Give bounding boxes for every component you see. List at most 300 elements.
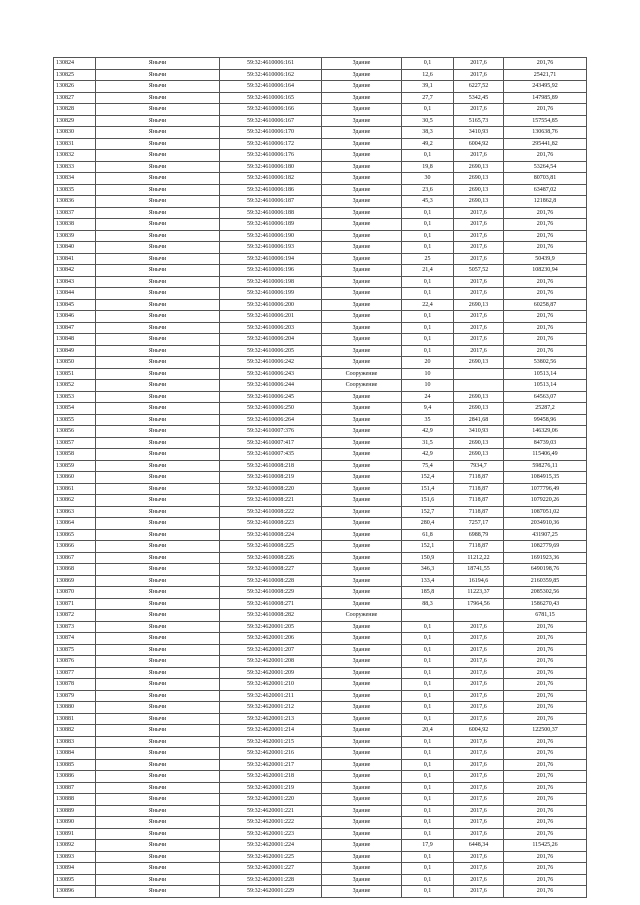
object-type-cell: Здание bbox=[322, 150, 402, 162]
area-cell: 0,1 bbox=[402, 230, 454, 242]
cadastral-number-cell: 59:32:4620001:223 bbox=[220, 828, 322, 840]
row-number-cell: 130839 bbox=[54, 230, 96, 242]
locality-cell: Янычи bbox=[96, 253, 220, 265]
specific-value-cell: 2690,13 bbox=[454, 449, 504, 461]
table-row bbox=[54, 564, 587, 576]
cadastral-number-cell: 59:32:4620001:225 bbox=[220, 851, 322, 863]
locality-cell: Янычи bbox=[96, 207, 220, 219]
specific-value-cell: 5165,73 bbox=[454, 115, 504, 127]
row-number-cell: 130865 bbox=[54, 529, 96, 541]
table-row bbox=[54, 242, 587, 254]
cadastral-number-cell: 59:32:4610006:162 bbox=[220, 69, 322, 81]
area-cell: 20,4 bbox=[402, 725, 454, 737]
cadastral-number-cell: 59:32:4610006:203 bbox=[220, 322, 322, 334]
locality-cell: Янычи bbox=[96, 92, 220, 104]
object-type-cell: Здание bbox=[322, 805, 402, 817]
object-type-cell: Здание bbox=[322, 495, 402, 507]
area-cell: 42,9 bbox=[402, 449, 454, 461]
object-type-cell: Здание bbox=[322, 81, 402, 93]
area-cell: 0,1 bbox=[402, 311, 454, 323]
row-number-cell: 130883 bbox=[54, 736, 96, 748]
specific-value-cell: 2017,6 bbox=[454, 851, 504, 863]
row-number-cell: 130891 bbox=[54, 828, 96, 840]
cadastral-value-cell: 201,76 bbox=[504, 621, 587, 633]
object-type-cell: Здание bbox=[322, 207, 402, 219]
area-cell: 0,1 bbox=[402, 805, 454, 817]
row-number-cell: 130835 bbox=[54, 184, 96, 196]
cadastral-value-cell: 201,76 bbox=[504, 345, 587, 357]
area-cell: 0,1 bbox=[402, 748, 454, 760]
specific-value-cell: 7118,87 bbox=[454, 541, 504, 553]
cadastral-number-cell: 59:32:4620001:212 bbox=[220, 702, 322, 714]
locality-cell: Янычи bbox=[96, 414, 220, 426]
locality-cell: Янычи bbox=[96, 403, 220, 415]
row-number-cell: 130885 bbox=[54, 759, 96, 771]
cadastral-number-cell: 59:32:4620001:229 bbox=[220, 886, 322, 898]
cadastral-value-cell: 60258,87 bbox=[504, 299, 587, 311]
cadastral-number-cell: 59:32:4610008:223 bbox=[220, 518, 322, 530]
specific-value-cell: 2690,13 bbox=[454, 184, 504, 196]
specific-value-cell: 16194,6 bbox=[454, 575, 504, 587]
table-row bbox=[54, 495, 587, 507]
cadastral-number-cell: 59:32:4610006:194 bbox=[220, 253, 322, 265]
object-type-cell: Здание bbox=[322, 518, 402, 530]
cadastral-value-cell: 147985,89 bbox=[504, 92, 587, 104]
locality-cell: Янычи bbox=[96, 242, 220, 254]
specific-value-cell: 6227,52 bbox=[454, 81, 504, 93]
table-row bbox=[54, 69, 587, 81]
object-type-cell: Здание bbox=[322, 725, 402, 737]
table-row bbox=[54, 460, 587, 472]
table-row bbox=[54, 702, 587, 714]
specific-value-cell: 6004,92 bbox=[454, 725, 504, 737]
row-number-cell: 130826 bbox=[54, 81, 96, 93]
table-row bbox=[54, 104, 587, 116]
row-number-cell: 130887 bbox=[54, 782, 96, 794]
cadastral-number-cell: 59:32:4610008:224 bbox=[220, 529, 322, 541]
area-cell: 10 bbox=[402, 368, 454, 380]
area-cell: 0,1 bbox=[402, 851, 454, 863]
row-number-cell: 130829 bbox=[54, 115, 96, 127]
cadastral-value-cell: 130638,76 bbox=[504, 127, 587, 139]
object-type-cell: Здание bbox=[322, 322, 402, 334]
cadastral-value-cell: 201,76 bbox=[504, 311, 587, 323]
locality-cell: Янычи bbox=[96, 426, 220, 438]
cadastral-number-cell: 59:32:4620001:228 bbox=[220, 874, 322, 886]
locality-cell: Янычи bbox=[96, 311, 220, 323]
locality-cell: Янычи bbox=[96, 610, 220, 622]
cadastral-number-cell: 59:32:4610008:226 bbox=[220, 552, 322, 564]
object-type-cell: Здание bbox=[322, 173, 402, 185]
locality-cell: Янычи bbox=[96, 265, 220, 277]
specific-value-cell: 7118,87 bbox=[454, 495, 504, 507]
area-cell: 152,7 bbox=[402, 506, 454, 518]
table-row bbox=[54, 184, 587, 196]
specific-value-cell: 11212,22 bbox=[454, 552, 504, 564]
row-number-cell: 130846 bbox=[54, 311, 96, 323]
row-number-cell: 130872 bbox=[54, 610, 96, 622]
locality-cell: Янычи bbox=[96, 127, 220, 139]
cadastral-value-cell: 201,76 bbox=[504, 207, 587, 219]
row-number-cell: 130864 bbox=[54, 518, 96, 530]
row-number-cell: 130863 bbox=[54, 506, 96, 518]
area-cell: 25 bbox=[402, 253, 454, 265]
area-cell: 30 bbox=[402, 173, 454, 185]
cadastral-number-cell: 59:32:4610008:219 bbox=[220, 472, 322, 484]
cadastral-value-cell: 201,76 bbox=[504, 150, 587, 162]
cadastral-value-cell: 201,76 bbox=[504, 288, 587, 300]
object-type-cell: Здание bbox=[322, 828, 402, 840]
object-type-cell: Здание bbox=[322, 863, 402, 875]
cadastral-number-cell: 59:32:4620001:208 bbox=[220, 656, 322, 668]
area-cell: 0,1 bbox=[402, 817, 454, 829]
row-number-cell: 130848 bbox=[54, 334, 96, 346]
area-cell: 24 bbox=[402, 391, 454, 403]
specific-value-cell: 6988,79 bbox=[454, 529, 504, 541]
area-cell: 27,7 bbox=[402, 92, 454, 104]
area-cell: 0,1 bbox=[402, 771, 454, 783]
locality-cell: Янычи bbox=[96, 805, 220, 817]
row-number-cell: 130896 bbox=[54, 886, 96, 898]
table-row bbox=[54, 667, 587, 679]
locality-cell: Янычи bbox=[96, 288, 220, 300]
area-cell: 0,1 bbox=[402, 633, 454, 645]
table-row bbox=[54, 633, 587, 645]
locality-cell: Янычи bbox=[96, 713, 220, 725]
cadastral-value-cell: 201,76 bbox=[504, 242, 587, 254]
area-cell: 151,4 bbox=[402, 483, 454, 495]
table-row bbox=[54, 644, 587, 656]
object-type-cell: Здание bbox=[322, 506, 402, 518]
cadastral-number-cell: 59:32:4620001:209 bbox=[220, 667, 322, 679]
area-cell: 39,1 bbox=[402, 81, 454, 93]
locality-cell: Янычи bbox=[96, 380, 220, 392]
object-type-cell: Здание bbox=[322, 299, 402, 311]
row-number-cell: 130830 bbox=[54, 127, 96, 139]
locality-cell: Янычи bbox=[96, 81, 220, 93]
specific-value-cell: 2690,13 bbox=[454, 437, 504, 449]
area-cell: 0,1 bbox=[402, 656, 454, 668]
specific-value-cell: 2017,6 bbox=[454, 863, 504, 875]
row-number-cell: 130841 bbox=[54, 253, 96, 265]
table-row bbox=[54, 575, 587, 587]
object-type-cell: Здание bbox=[322, 403, 402, 415]
locality-cell: Янычи bbox=[96, 138, 220, 150]
row-number-cell: 130867 bbox=[54, 552, 96, 564]
area-cell: 0,1 bbox=[402, 702, 454, 714]
cadastral-number-cell: 59:32:4610006:172 bbox=[220, 138, 322, 150]
cadastral-number-cell: 59:32:4610007:417 bbox=[220, 437, 322, 449]
object-type-cell: Здание bbox=[322, 644, 402, 656]
row-number-cell: 130847 bbox=[54, 322, 96, 334]
row-number-cell: 130827 bbox=[54, 92, 96, 104]
cadastral-value-cell: 201,76 bbox=[504, 874, 587, 886]
table-row bbox=[54, 541, 587, 553]
row-number-cell: 130884 bbox=[54, 748, 96, 760]
cadastral-number-cell: 59:32:4620001:215 bbox=[220, 736, 322, 748]
table-row bbox=[54, 196, 587, 208]
cadastral-value-cell: 201,76 bbox=[504, 713, 587, 725]
table-row bbox=[54, 518, 587, 530]
table-row bbox=[54, 230, 587, 242]
locality-cell: Янычи bbox=[96, 736, 220, 748]
area-cell: 38,3 bbox=[402, 127, 454, 139]
area-cell: 0,1 bbox=[402, 874, 454, 886]
row-number-cell: 130858 bbox=[54, 449, 96, 461]
row-number-cell: 130852 bbox=[54, 380, 96, 392]
row-number-cell: 130824 bbox=[54, 58, 96, 70]
cadastral-value-cell: 201,76 bbox=[504, 667, 587, 679]
cadastral-value-cell: 2085302,56 bbox=[504, 587, 587, 599]
table-row bbox=[54, 115, 587, 127]
area-cell: 0,1 bbox=[402, 621, 454, 633]
cadastral-value-cell: 201,76 bbox=[504, 817, 587, 829]
locality-cell: Янычи bbox=[96, 564, 220, 576]
cadastral-value-cell: 122500,37 bbox=[504, 725, 587, 737]
table-row bbox=[54, 656, 587, 668]
cadastral-number-cell: 59:32:4610006:180 bbox=[220, 161, 322, 173]
table-row bbox=[54, 690, 587, 702]
locality-cell: Янычи bbox=[96, 771, 220, 783]
area-cell: 0,1 bbox=[402, 288, 454, 300]
locality-cell: Янычи bbox=[96, 230, 220, 242]
table-row bbox=[54, 368, 587, 380]
object-type-cell: Здание bbox=[322, 357, 402, 369]
cadastral-number-cell: 59:32:4610006:245 bbox=[220, 391, 322, 403]
locality-cell: Янычи bbox=[96, 150, 220, 162]
cadastral-value-cell: 201,76 bbox=[504, 104, 587, 116]
area-cell: 0,1 bbox=[402, 679, 454, 691]
cadastral-number-cell: 59:32:4610008:221 bbox=[220, 495, 322, 507]
locality-cell: Янычи bbox=[96, 851, 220, 863]
locality-cell: Янычи bbox=[96, 357, 220, 369]
row-number-cell: 130888 bbox=[54, 794, 96, 806]
table-row bbox=[54, 782, 587, 794]
cadastral-value-cell: 201,76 bbox=[504, 58, 587, 70]
cadastral-value-cell: 201,76 bbox=[504, 702, 587, 714]
table-row bbox=[54, 414, 587, 426]
cadastral-value-cell: 201,76 bbox=[504, 690, 587, 702]
object-type-cell: Здание bbox=[322, 242, 402, 254]
specific-value-cell: 2690,13 bbox=[454, 391, 504, 403]
cadastral-number-cell: 59:32:4620001:220 bbox=[220, 794, 322, 806]
specific-value-cell: 2017,6 bbox=[454, 311, 504, 323]
specific-value-cell: 3410,93 bbox=[454, 426, 504, 438]
cadastral-number-cell: 59:32:4610006:187 bbox=[220, 196, 322, 208]
row-number-cell: 130855 bbox=[54, 414, 96, 426]
object-type-cell: Здание bbox=[322, 437, 402, 449]
locality-cell: Янычи bbox=[96, 575, 220, 587]
table-row bbox=[54, 817, 587, 829]
cadastral-number-cell: 59:32:4610006:188 bbox=[220, 207, 322, 219]
specific-value-cell: 2017,6 bbox=[454, 713, 504, 725]
area-cell: 133,4 bbox=[402, 575, 454, 587]
locality-cell: Янычи bbox=[96, 506, 220, 518]
specific-value-cell: 2017,6 bbox=[454, 644, 504, 656]
object-type-cell: Здание bbox=[322, 679, 402, 691]
object-type-cell: Сооружение bbox=[322, 610, 402, 622]
row-number-cell: 130875 bbox=[54, 644, 96, 656]
table-row bbox=[54, 621, 587, 633]
row-number-cell: 130857 bbox=[54, 437, 96, 449]
cadastral-value-cell: 6490198,76 bbox=[504, 564, 587, 576]
locality-cell: Янычи bbox=[96, 368, 220, 380]
area-cell: 0,1 bbox=[402, 794, 454, 806]
area-cell: 151,6 bbox=[402, 495, 454, 507]
cadastral-number-cell: 59:32:4610006:201 bbox=[220, 311, 322, 323]
cadastral-value-cell: 1077796,49 bbox=[504, 483, 587, 495]
row-number-cell: 130886 bbox=[54, 771, 96, 783]
area-cell: 152,1 bbox=[402, 541, 454, 553]
row-number-cell: 130838 bbox=[54, 219, 96, 231]
cadastral-number-cell: 59:32:4610008:271 bbox=[220, 598, 322, 610]
locality-cell: Янычи bbox=[96, 782, 220, 794]
object-type-cell: Здание bbox=[322, 575, 402, 587]
object-type-cell: Здание bbox=[322, 219, 402, 231]
row-number-cell: 130861 bbox=[54, 483, 96, 495]
area-cell: 0,1 bbox=[402, 334, 454, 346]
cadastral-number-cell: 59:32:4610006:199 bbox=[220, 288, 322, 300]
locality-cell: Янычи bbox=[96, 69, 220, 81]
specific-value-cell: 18741,55 bbox=[454, 564, 504, 576]
row-number-cell: 130836 bbox=[54, 196, 96, 208]
cadastral-value-cell: 1084915,35 bbox=[504, 472, 587, 484]
area-cell: 45,3 bbox=[402, 196, 454, 208]
table-row bbox=[54, 288, 587, 300]
row-number-cell: 130842 bbox=[54, 265, 96, 277]
locality-cell: Янычи bbox=[96, 334, 220, 346]
specific-value-cell: 2690,13 bbox=[454, 299, 504, 311]
specific-value-cell: 11223,37 bbox=[454, 587, 504, 599]
row-number-cell: 130851 bbox=[54, 368, 96, 380]
cadastral-value-cell: 157554,85 bbox=[504, 115, 587, 127]
table-row bbox=[54, 426, 587, 438]
object-type-cell: Здание bbox=[322, 472, 402, 484]
locality-cell: Янычи bbox=[96, 460, 220, 472]
object-type-cell: Здание bbox=[322, 460, 402, 472]
cadastral-value-cell: 201,76 bbox=[504, 794, 587, 806]
table-row bbox=[54, 81, 587, 93]
area-cell: 0,1 bbox=[402, 58, 454, 70]
table-row bbox=[54, 736, 587, 748]
area-cell: 0,1 bbox=[402, 219, 454, 231]
object-type-cell: Здание bbox=[322, 552, 402, 564]
table-row bbox=[54, 357, 587, 369]
cadastral-number-cell: 59:32:4620001:218 bbox=[220, 771, 322, 783]
row-number-cell: 130860 bbox=[54, 472, 96, 484]
cadastral-number-cell: 59:32:4610006:164 bbox=[220, 81, 322, 93]
object-type-cell: Здание bbox=[322, 886, 402, 898]
specific-value-cell: 2017,6 bbox=[454, 104, 504, 116]
cadastral-value-cell: 201,76 bbox=[504, 782, 587, 794]
specific-value-cell bbox=[454, 380, 504, 392]
cadastral-value-cell: 201,76 bbox=[504, 828, 587, 840]
table-row bbox=[54, 886, 587, 898]
cadastral-value-cell: 201,76 bbox=[504, 771, 587, 783]
row-number-cell: 130837 bbox=[54, 207, 96, 219]
area-cell: 280,4 bbox=[402, 518, 454, 530]
table-row bbox=[54, 265, 587, 277]
specific-value-cell: 2017,6 bbox=[454, 702, 504, 714]
row-number-cell: 130854 bbox=[54, 403, 96, 415]
cadastral-number-cell: 59:32:4610006:200 bbox=[220, 299, 322, 311]
row-number-cell: 130833 bbox=[54, 161, 96, 173]
area-cell: 0,1 bbox=[402, 863, 454, 875]
cadastral-number-cell: 59:32:4610006:205 bbox=[220, 345, 322, 357]
area-cell: 31,5 bbox=[402, 437, 454, 449]
cadastral-value-cell: 243495,92 bbox=[504, 81, 587, 93]
specific-value-cell: 2017,6 bbox=[454, 345, 504, 357]
cadastral-number-cell: 59:32:4610006:190 bbox=[220, 230, 322, 242]
table-row bbox=[54, 506, 587, 518]
table-row bbox=[54, 322, 587, 334]
object-type-cell: Здание bbox=[322, 529, 402, 541]
row-number-cell: 130832 bbox=[54, 150, 96, 162]
row-number-cell: 130831 bbox=[54, 138, 96, 150]
row-number-cell: 130893 bbox=[54, 851, 96, 863]
row-number-cell: 130862 bbox=[54, 495, 96, 507]
row-number-cell: 130840 bbox=[54, 242, 96, 254]
locality-cell: Янычи bbox=[96, 483, 220, 495]
cadastral-number-cell: 59:32:4620001:221 bbox=[220, 805, 322, 817]
locality-cell: Янычи bbox=[96, 817, 220, 829]
locality-cell: Янычи bbox=[96, 173, 220, 185]
cadastral-number-cell: 59:32:4620001:206 bbox=[220, 633, 322, 645]
specific-value-cell: 2017,6 bbox=[454, 759, 504, 771]
specific-value-cell: 3410,93 bbox=[454, 127, 504, 139]
area-cell: 0,1 bbox=[402, 242, 454, 254]
specific-value-cell: 7118,87 bbox=[454, 472, 504, 484]
specific-value-cell: 2017,6 bbox=[454, 334, 504, 346]
table-row bbox=[54, 529, 587, 541]
table-row bbox=[54, 874, 587, 886]
specific-value-cell: 2017,6 bbox=[454, 219, 504, 231]
object-type-cell: Здание bbox=[322, 633, 402, 645]
locality-cell: Янычи bbox=[96, 621, 220, 633]
locality-cell: Янычи bbox=[96, 58, 220, 70]
object-type-cell: Здание bbox=[322, 736, 402, 748]
locality-cell: Янычи bbox=[96, 541, 220, 553]
object-type-cell: Здание bbox=[322, 817, 402, 829]
area-cell: 9,4 bbox=[402, 403, 454, 415]
specific-value-cell: 17964,56 bbox=[454, 598, 504, 610]
table-row bbox=[54, 679, 587, 691]
object-type-cell: Здание bbox=[322, 69, 402, 81]
table-row bbox=[54, 127, 587, 139]
row-number-cell: 130856 bbox=[54, 426, 96, 438]
specific-value-cell: 2017,6 bbox=[454, 253, 504, 265]
cadastral-value-cell: 201,76 bbox=[504, 805, 587, 817]
row-number-cell: 130882 bbox=[54, 725, 96, 737]
row-number-cell: 130828 bbox=[54, 104, 96, 116]
object-type-cell: Здание bbox=[322, 161, 402, 173]
specific-value-cell: 7118,87 bbox=[454, 483, 504, 495]
locality-cell: Янычи bbox=[96, 495, 220, 507]
specific-value-cell: 2017,6 bbox=[454, 828, 504, 840]
specific-value-cell: 2017,6 bbox=[454, 874, 504, 886]
specific-value-cell: 2017,6 bbox=[454, 679, 504, 691]
cadastral-value-cell: 1087051,02 bbox=[504, 506, 587, 518]
area-cell: 152,4 bbox=[402, 472, 454, 484]
area-cell: 0,1 bbox=[402, 322, 454, 334]
locality-cell: Янычи bbox=[96, 656, 220, 668]
area-cell: 185,8 bbox=[402, 587, 454, 599]
table-row bbox=[54, 828, 587, 840]
row-number-cell: 130859 bbox=[54, 460, 96, 472]
object-type-cell: Здание bbox=[322, 345, 402, 357]
locality-cell: Янычи bbox=[96, 322, 220, 334]
table-row bbox=[54, 334, 587, 346]
